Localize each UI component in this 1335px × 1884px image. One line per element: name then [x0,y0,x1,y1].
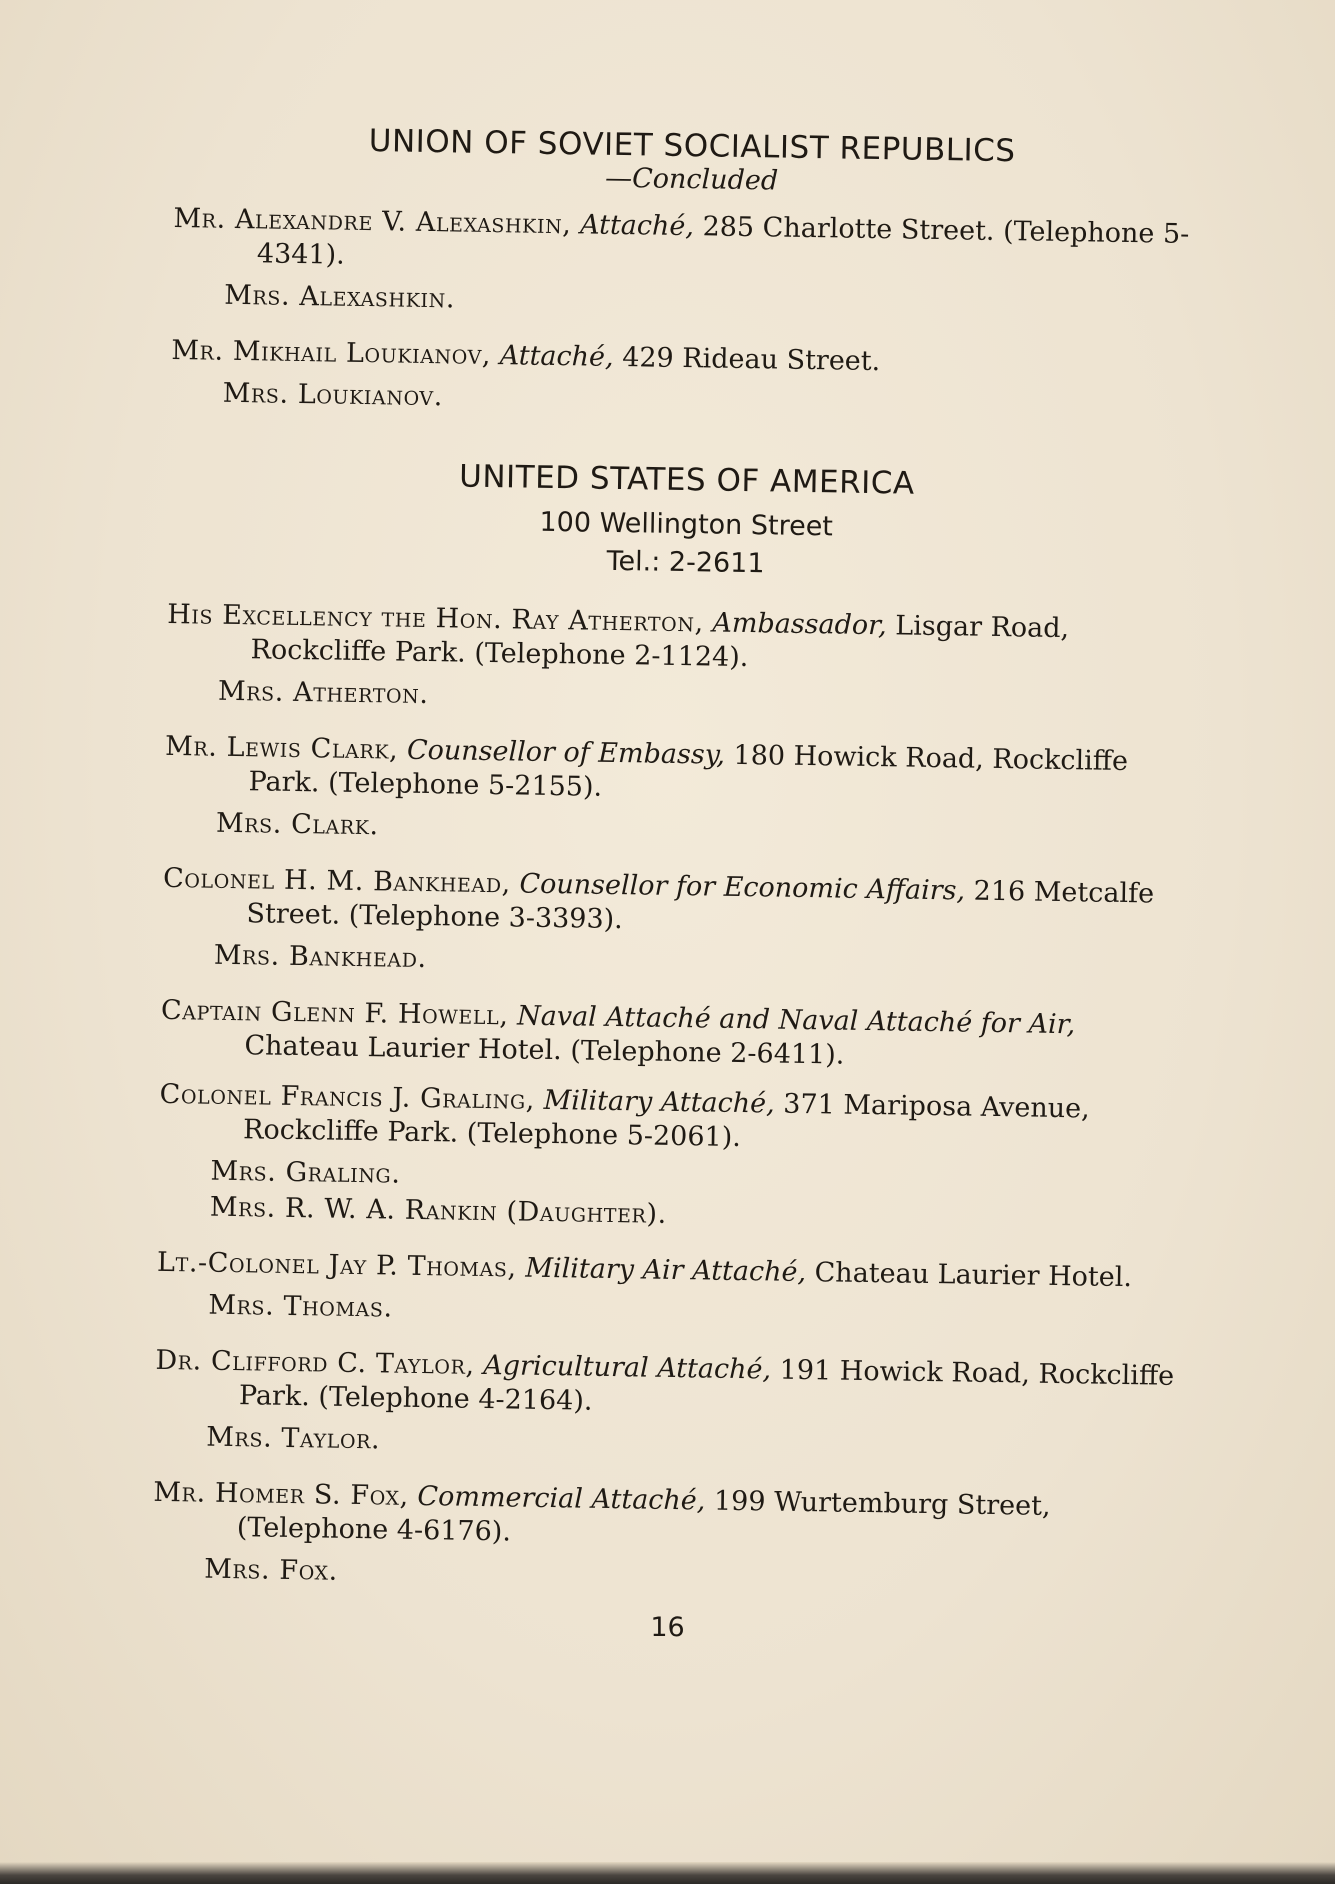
staff-role: Military Attaché, [543,1084,775,1120]
staff-details: 371 Mariposa Avenue, Rockcliffe Park. (Telephone 5-2061). [242,1088,1090,1154]
staff-role: Naval Attaché and Naval Attaché for Air, [516,1000,1076,1041]
page-number: 16 [650,1612,685,1643]
staff-role: Attaché, [579,209,695,243]
spouse-line: Mrs. Alexashkin. [224,279,456,315]
staff-entry [166,598,1202,682]
usa-address: 100 Wellington Street [539,506,834,543]
staff-name: Mr. Alexandre V. Alexashkin, [173,202,572,241]
usa-entry-list [152,598,1202,1602]
staff-role: Agricultural Attaché, [483,1349,772,1386]
page-bottom-edge [0,1862,1335,1884]
staff-name: Colonel Francis J. Graling, [159,1078,536,1116]
staff-role: Military Air Attaché, [525,1252,807,1289]
ussr-subheading: —Concluded [604,162,779,197]
spouse-line: Mrs. Bankhead. [213,939,427,975]
ussr-heading: UNION OF SOVIET SOCIALIST REPUBLICS [368,123,1016,170]
staff-details: 199 Wurtemburg Street, (Telephone 4-6176). [236,1485,1051,1548]
staff-details: 216 Metcalfe Street. (Telephone 3-3393). [246,875,1155,936]
spouse-line: Mrs. Taylor. [206,1421,381,1456]
staff-entry [155,1344,1191,1428]
spouse-line: Mrs. Clark. [215,807,379,842]
usa-heading: UNITED STATES OF AMERICA [458,458,915,502]
spouse-line: Mrs. Loukianov. [222,377,444,413]
staff-details: Lisgar Road, Rockcliffe Park. (Telephone 2-1124). [250,610,1070,674]
spouse-line: Mrs. Graling. [210,1155,401,1190]
staff-name: Mr. Homer S. Fox, [153,1476,410,1512]
page-content [152,120,1210,1624]
staff-entry [164,730,1200,814]
staff-entry [157,1246,1192,1296]
usa-phone: Tel.: 2-2611 [606,545,765,580]
staff-details: Chateau Laurier Hotel. (Telephone 2-6411). [244,1030,845,1071]
staff-entry [160,994,1196,1078]
staff-details: Chateau Laurier Hotel. [814,1257,1133,1294]
spouse-line: Mrs. R. W. A. Rankin (Daughter). [209,1191,668,1230]
staff-name: Lt.-Colonel Jay P. Thomas, [156,1246,517,1284]
staff-role: Counsellor for Economic Affairs, [519,868,966,907]
staff-role: Attaché, [499,340,614,373]
staff-details: 180 Howick Road, Rockcliffe Park. (Telephone 5-2155). [248,739,1129,803]
staff-name: His Excellency the Hon. Ray Atherton, [166,598,705,639]
staff-name: Colonel H. M. Bankhead, [162,862,512,900]
staff-details: 191 Howick Road, Rockcliffe Park. (Telephone 4-2164). [238,1354,1175,1417]
staff-details: 285 Charlotte Street. (Telephone 5-4341). [256,211,1190,271]
staff-details: 429 Rideau Street. [621,342,881,378]
spouse-line: Mrs. Fox. [203,1553,339,1587]
staff-name: Mr. Mikhail Loukianov, [171,334,492,371]
spouse-line: Mrs. Thomas. [208,1289,393,1324]
staff-entry [173,202,1209,286]
staff-role: Counsellor of Embassy, [406,734,726,771]
staff-entry [162,862,1198,946]
staff-name: Captain Glenn F. Howell, [160,994,509,1032]
staff-entry [153,1476,1189,1560]
staff-entry [171,334,1206,384]
staff-role: Ambassador, [712,607,887,642]
ussr-entry-list [170,202,1208,426]
staff-entry [159,1078,1195,1162]
staff-role: Commercial Attaché, [417,1480,706,1517]
staff-name: Mr. Lewis Clark, [164,730,399,766]
staff-name: Dr. Clifford C. Taylor, [155,1344,475,1381]
spouse-line: Mrs. Atherton. [217,675,429,711]
